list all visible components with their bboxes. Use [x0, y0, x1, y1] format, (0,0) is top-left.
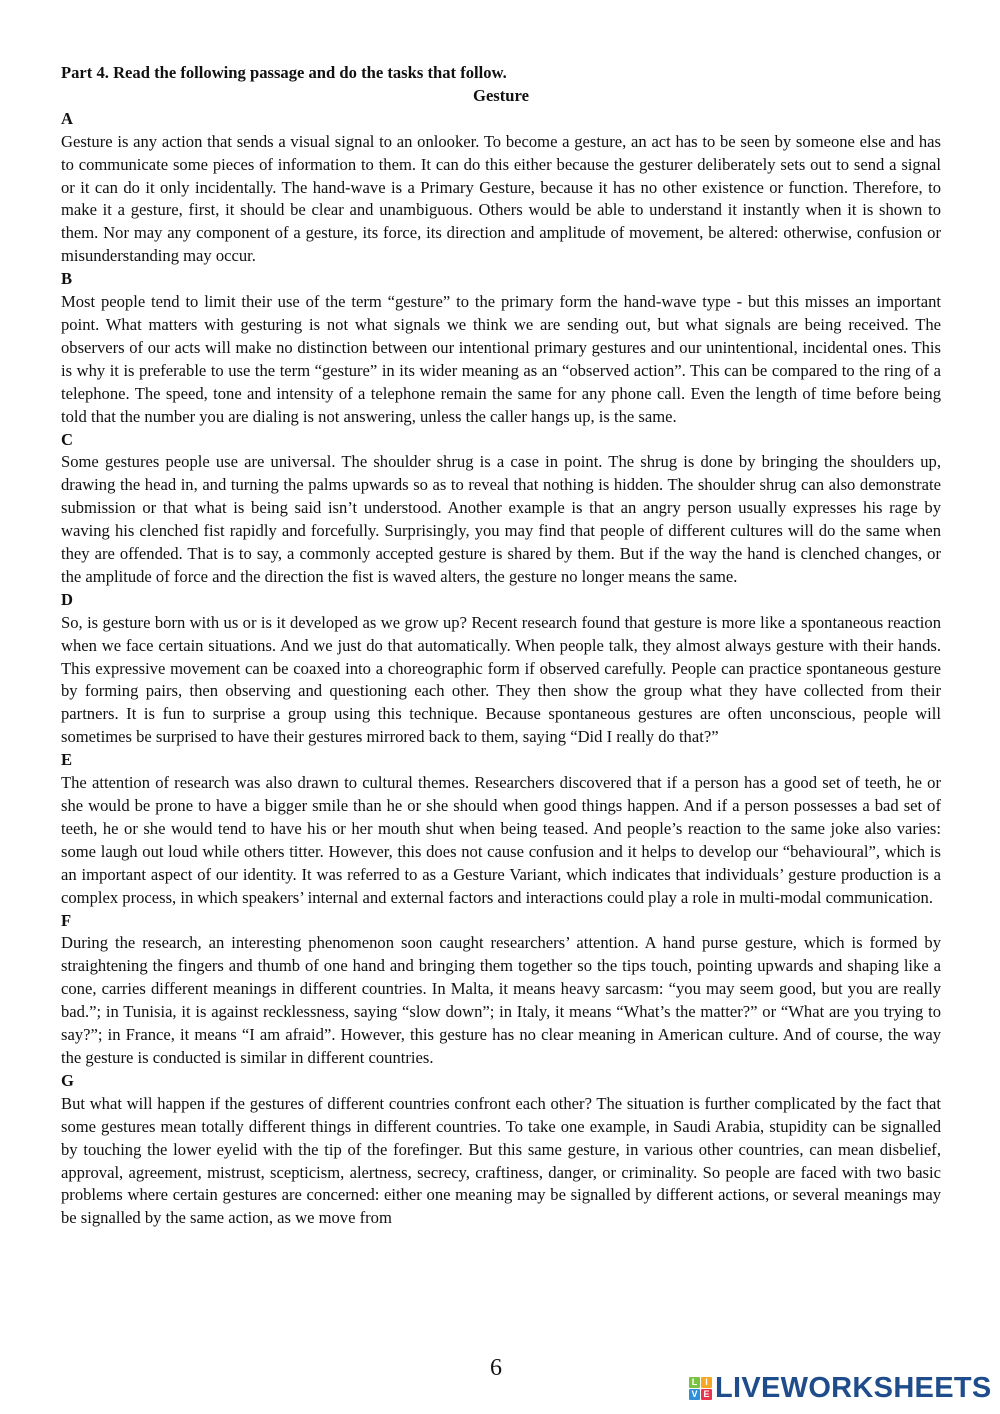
logo-text: LIVEWORKSHEETS: [715, 1371, 992, 1404]
logo-letter-i: I: [701, 1377, 712, 1388]
section-letter: F: [61, 910, 72, 930]
logo-letter-e: E: [701, 1389, 712, 1400]
logo-letter-l: L: [689, 1377, 700, 1388]
section-e: [61, 749, 941, 909]
section-letter: A: [61, 108, 73, 128]
section-text: So, is gesture born with us or is it developed as we grow up? Recent research found that gesture is more like a spontaneous reaction when we face certain situations. And we just do that automatically. When people talk, they almost always gesture with their hands. This expressive movement can be coaxed into a choreographic form if observed carefully. People can practice spontaneous gesture by forming pairs, then observing and questioning each other. They then show the group what they have collected from their partners. It is fun to surprise a group using this technique. Because spontaneous gestures are often unconscious, people will sometimes be surprised to have their gestures mirrored back to them, saying “Did I really do that?”: [61, 612, 941, 747]
section-g: [61, 1070, 941, 1230]
section-letter: D: [61, 589, 73, 609]
worksheet-page: [61, 62, 941, 1230]
section-f: [61, 910, 941, 1070]
section-letter: C: [61, 429, 73, 449]
page-number: 6: [490, 1355, 502, 1381]
section-a: [61, 108, 941, 268]
section-d: [61, 589, 941, 749]
part-heading: Part 4. Read the following passage and do the tasks that follow.: [61, 63, 507, 82]
section-text: The attention of research was also drawn to cultural themes. Researchers discovered that if a person has a good set of teeth, he or she would be prone to have a bigger smile than he or she should when good things happen. And if a person possesses a bad set of teeth, he or she would tend to have his or her mouth shut when being teased. And people’s reaction to the same joke also varies: some laugh out loud while others titter. However, this does not cause confusion and it helps to develop our “behavioural”, which is an important aspect of our identity. It was referred to as a Gesture Variant, which indicates that individuals’ gesture production is a complex process, in which speakers’ internal and external factors and interactions could play a role in multi-modal communication.: [61, 773, 941, 907]
section-text: Gesture is any action that sends a visual signal to an onlooker. To become a gesture, an act has to be seen by someone else and has to communicate some pieces of information to them. It can do this either because the gesturer deliberately sets out to send a signal or it can do it only incidentally. The hand-wave is a Primary Gesture, because it has no other existence or function. Therefore, to make it a gesture, first, it should be clear and unambiguous. Others would be able to understand it instantly when it is shown to them. Nor may any component of a gesture, its force, its direction and amplitude of movement, be altered: otherwise, confusion or misunderstanding may occur.: [61, 131, 941, 266]
section-text: But what will happen if the gestures of different countries confront each other? The situation is further complicated by the fact that some gestures mean totally different things in different countries. To take one example, in Saudi Arabia, stupidity can be signalled by touching the lower eyelid with the tip of the forefinger. But this same gesture, in various other countries, can mean disbelief, approval, agreement, mistrust, scepticism, alertness, secrecy, craftiness, danger, or criminality. So people are faced with two basic problems where certain gestures are concerned: either one meaning may be signalled by different actions, or several meanings may be signalled by the same action, as we move from: [61, 1093, 941, 1228]
passage-title: Gesture: [473, 85, 529, 105]
section-letter: E: [61, 750, 73, 770]
section-b: [61, 268, 941, 428]
liveworksheets-logo[interactable]: [689, 1373, 992, 1403]
section-letter: G: [61, 1070, 74, 1090]
section-text: During the research, an interesting phenomenon soon caught researchers’ attention. A hand purse gesture, which is formed by straightening the fingers and thumb of one hand and bringing them together so the tips touch, pointing upwards and shaping like a cone, carries different meanings in different countries. In Malta, it means heavy sarcasm: “you may seem good, but you are really bad.”; in Tunisia, it is against recklessness, saying “slow down”; in Italy, it means “What’s the matter?” or “What are you trying to say?”; in France, it means “I am afraid”. However, this gesture has no clear meaning in American culture. And of course, the way the gesture is conducted is similar in different countries.: [61, 933, 941, 1067]
section-text: Some gestures people use are universal. The shoulder shrug is a case in point. The shrug is done by bringing the shoulders up, drawing the head in, and turning the palms upwards so as to reveal that nothing is hidden. The shoulder shrug can also demonstrate submission or that what is being said isn’t understood. Another example is that an angry person usually expresses his rage by waving his clenched fist rapidly and forcefully. Surprisingly, you may find that people of different cultures will do the same when they are offended. That is to say, a commonly accepted gesture is shared by them. But if the way the hand is clenched changes, or the amplitude of force and the direction the fist is waved alters, the gesture no longer means the same.: [61, 452, 941, 586]
section-c: [61, 429, 941, 589]
section-letter: B: [61, 269, 73, 289]
logo-letter-v: V: [689, 1389, 700, 1400]
section-text: Most people tend to limit their use of the term “gesture” to the primary form the hand-wave type - but this misses an important point. What matters with gesturing is not what signals we think we are sending out, but what signals are being received. The observers of our acts will make no distinction between our intentional primary gestures and our unintentional, incidental ones. This is why it is preferable to use the term “gesture” in its wider meaning as an “observed action”. This can be compared to the ring of a telephone. The speed, tone and intensity of a telephone remain the same for any phone call. Even the length of time before being told that the number you are dialing is not answering, unless the caller hangs up, is the same.: [61, 292, 941, 426]
logo-icon: [689, 1377, 712, 1400]
